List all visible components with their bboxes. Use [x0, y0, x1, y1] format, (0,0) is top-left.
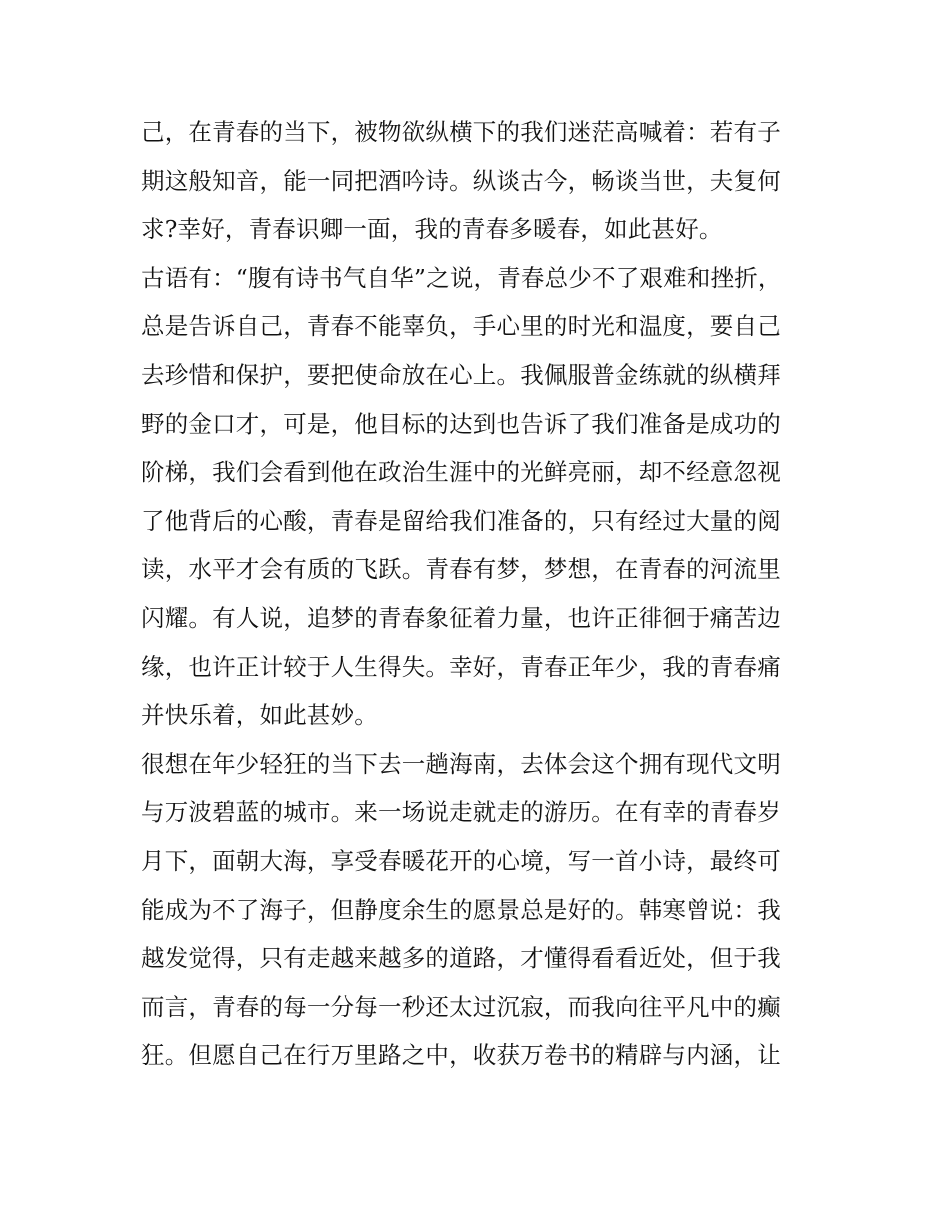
text-line: 狂。但愿自己在行万里路之中，收获万卷书的精辟与内涵，让: [141, 1041, 781, 1070]
text-line: 读，水平才会有质的飞跃。青春有梦，梦想，在青春的河流里: [141, 555, 781, 584]
text-line: 野的金口才，可是，他目标的达到也告诉了我们准备是成功的: [141, 409, 781, 438]
document-body: [141, 108, 811, 1080]
text-line: 缘，也许正计较于人生得失。幸好，青春正年少，我的青春痛: [141, 652, 781, 681]
text-line: 与万波碧蓝的城市。来一场说走就走的游历。在有幸的青春岁: [141, 798, 781, 827]
text-line: 月下，面朝大海，享受春暖花开的心境，写一首小诗，最终可: [141, 846, 781, 875]
text-line: 了他背后的心酸，青春是留给我们准备的，只有经过大量的阅: [141, 506, 781, 535]
text-line: 而言，青春的每一分每一秒还太过沉寂，而我向往平凡中的癫: [141, 992, 781, 1021]
text-line: 并快乐着，如此甚妙。: [141, 701, 378, 730]
text-line: 己，在青春的当下，被物欲纵横下的我们迷茫高喊着：若有子: [141, 118, 781, 146]
paragraph-1: [141, 108, 811, 254]
paragraph-2: [141, 254, 811, 740]
text-line: 求?幸好，青春识卿一面，我的青春多暖春，如此甚好。: [141, 215, 723, 244]
text-line: 阶梯，我们会看到他在政治生涯中的光鲜亮丽，却不经意忽视: [141, 458, 781, 487]
text-line: 很想在年少轻狂的当下去一趟海南，去体会这个拥有现代文明: [141, 749, 781, 778]
text-line: 能成为不了海子，但静度余生的愿景总是好的。韩寒曾说：我: [141, 895, 781, 924]
text-line: 期这般知音，能一同把酒吟诗。纵谈古今，畅谈当世，夫复何: [141, 166, 781, 195]
text-line: 去珍惜和保护，要把使命放在心上。我佩服普金练就的纵横拜: [141, 360, 781, 389]
text-line: 闪耀。有人说，追梦的青春象征着力量，也许正徘徊于痛苦边: [141, 603, 781, 632]
text-line: 越发觉得，只有走越来越多的道路，才懂得看看近处，但于我: [141, 944, 781, 973]
text-line: 总是告诉自己，青春不能辜负，手心里的时光和温度，要自己: [141, 312, 781, 341]
paragraph-3: [141, 740, 811, 1080]
text-line: 古语有：“腹有诗书气自华”之说，青春总少不了艰难和挫折，: [141, 263, 782, 292]
